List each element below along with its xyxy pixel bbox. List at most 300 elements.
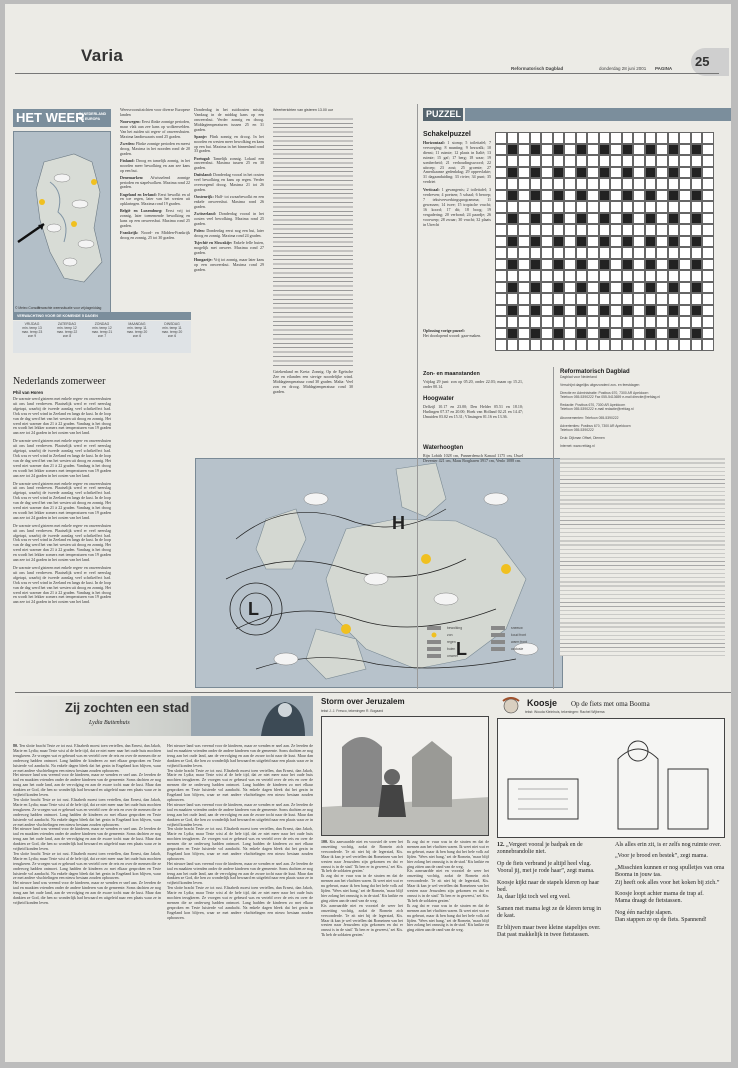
colophon-line: Abonnementen: Telefoon 055-5390222 — [560, 415, 619, 420]
crossword-cell[interactable] — [518, 305, 530, 317]
crossword-cell[interactable] — [564, 201, 576, 213]
crossword-cell[interactable] — [633, 259, 645, 271]
crossword-cell[interactable] — [564, 236, 576, 248]
crossword-cell[interactable] — [702, 282, 714, 294]
crossword-cell[interactable] — [553, 316, 565, 328]
crossword-cell[interactable] — [530, 132, 542, 144]
crossword-cell[interactable] — [633, 293, 645, 305]
crossword-cell[interactable] — [633, 178, 645, 190]
crossword-cell[interactable] — [633, 270, 645, 282]
crossword-cell[interactable] — [553, 339, 565, 351]
crossword-cell[interactable] — [507, 339, 519, 351]
crossword-cell[interactable] — [610, 144, 622, 156]
crossword-cell[interactable] — [518, 213, 530, 225]
crossword-cell[interactable] — [587, 190, 599, 202]
crossword-cell[interactable] — [587, 201, 599, 213]
crossword-cell[interactable] — [587, 305, 599, 317]
crossword-cell[interactable] — [610, 132, 622, 144]
crossword-cell[interactable] — [691, 247, 703, 259]
crossword-cell[interactable] — [541, 259, 553, 271]
crossword-cell[interactable] — [633, 328, 645, 340]
crossword-cell[interactable] — [587, 144, 599, 156]
crossword-cell[interactable] — [507, 155, 519, 167]
crossword-cell[interactable] — [691, 224, 703, 236]
crossword-cell[interactable] — [599, 132, 611, 144]
crossword-cell[interactable] — [587, 259, 599, 271]
crossword-cell[interactable] — [622, 155, 634, 167]
crossword-cell[interactable] — [553, 293, 565, 305]
crossword-cell[interactable] — [622, 316, 634, 328]
crossword-cell[interactable] — [541, 247, 553, 259]
crossword-cell[interactable] — [656, 190, 668, 202]
crossword-cell[interactable] — [668, 270, 680, 282]
crossword-cell[interactable] — [553, 270, 565, 282]
crossword-cell[interactable] — [518, 155, 530, 167]
crossword-cell[interactable] — [564, 293, 576, 305]
crossword-cell[interactable] — [576, 155, 588, 167]
crossword-cell[interactable] — [702, 270, 714, 282]
crossword-cell[interactable] — [633, 282, 645, 294]
colophon-line: Directie en Administratie: Postbus 670, 7300 AR Apeldoorn — [560, 391, 649, 396]
crossword-cell[interactable] — [610, 259, 622, 271]
crossword-cell[interactable] — [691, 155, 703, 167]
crossword-cell[interactable] — [702, 155, 714, 167]
colophon-line: Redactie: Postbus 670, 7300 AR Apeldoorn — [560, 403, 626, 408]
crossword-cell[interactable] — [587, 328, 599, 340]
crossword-cell — [553, 236, 565, 248]
crossword-cell[interactable] — [495, 328, 507, 340]
crossword-cell[interactable] — [622, 293, 634, 305]
crossword-cell — [507, 328, 519, 340]
crossword-cell[interactable] — [622, 247, 634, 259]
crossword-cell[interactable] — [518, 259, 530, 271]
crossword-cell[interactable] — [610, 247, 622, 259]
crossword-cell[interactable] — [495, 144, 507, 156]
crossword-cell[interactable] — [645, 293, 657, 305]
crossword-cell[interactable] — [633, 247, 645, 259]
crossword-cell[interactable] — [679, 144, 691, 156]
crossword-cell[interactable] — [668, 316, 680, 328]
crossword-cell[interactable] — [518, 190, 530, 202]
crossword-cell[interactable] — [633, 316, 645, 328]
crossword-cell[interactable] — [541, 339, 553, 351]
crossword-cell[interactable] — [564, 270, 576, 282]
crossword-cell[interactable] — [541, 236, 553, 248]
crossword-cell[interactable] — [564, 282, 576, 294]
crossword-cell[interactable] — [656, 305, 668, 317]
crossword-cell[interactable] — [679, 328, 691, 340]
crossword-cell[interactable] — [679, 339, 691, 351]
crossword-cell[interactable] — [495, 247, 507, 259]
crossword-cell[interactable] — [553, 178, 565, 190]
crossword-cell[interactable] — [610, 178, 622, 190]
crossword-cell[interactable] — [645, 247, 657, 259]
crossword-cell[interactable] — [541, 213, 553, 225]
crossword-cell[interactable] — [507, 247, 519, 259]
crossword-cell[interactable] — [645, 201, 657, 213]
crossword-cell[interactable] — [530, 201, 542, 213]
crossword-cell[interactable] — [610, 167, 622, 179]
crossword-cell[interactable] — [495, 178, 507, 190]
crossword-cell[interactable] — [576, 293, 588, 305]
crossword-cell[interactable] — [702, 328, 714, 340]
crossword-cell[interactable] — [518, 178, 530, 190]
crossword-cell[interactable] — [587, 339, 599, 351]
crossword-cell[interactable] — [702, 224, 714, 236]
crossword-cell[interactable] — [518, 282, 530, 294]
crossword-cell[interactable] — [610, 190, 622, 202]
crossword-cell[interactable] — [622, 132, 634, 144]
crossword-cell[interactable] — [656, 293, 668, 305]
crossword-cell[interactable] — [587, 167, 599, 179]
crossword-cell[interactable] — [530, 247, 542, 259]
crossword-cell[interactable] — [656, 247, 668, 259]
crossword-cell[interactable] — [679, 190, 691, 202]
crossword-cell[interactable] — [656, 201, 668, 213]
crossword-cell[interactable] — [679, 178, 691, 190]
crossword-cell[interactable] — [530, 224, 542, 236]
crossword-cell[interactable] — [702, 190, 714, 202]
crossword-cell[interactable] — [679, 132, 691, 144]
crossword-cell[interactable] — [599, 293, 611, 305]
crossword-cell[interactable] — [541, 316, 553, 328]
crossword-cell[interactable] — [656, 236, 668, 248]
crossword-cell[interactable] — [656, 155, 668, 167]
crossword-cell[interactable] — [702, 293, 714, 305]
crossword-cell[interactable] — [610, 270, 622, 282]
crossword-cell[interactable] — [668, 224, 680, 236]
crossword-cell[interactable] — [668, 155, 680, 167]
crossword-cell[interactable] — [576, 201, 588, 213]
crossword-cell[interactable] — [553, 224, 565, 236]
crossword-cell[interactable] — [656, 167, 668, 179]
crossword-cell[interactable] — [553, 201, 565, 213]
crossword-cell[interactable] — [691, 201, 703, 213]
crossword-cell[interactable] — [541, 305, 553, 317]
crossword-cell[interactable] — [564, 328, 576, 340]
crossword-cell[interactable] — [553, 132, 565, 144]
crossword-cell[interactable] — [633, 132, 645, 144]
crossword-cell[interactable] — [668, 247, 680, 259]
crossword-cell[interactable] — [587, 282, 599, 294]
crossword-cell[interactable] — [668, 201, 680, 213]
crossword-cell[interactable] — [564, 224, 576, 236]
crossword-cell[interactable] — [541, 328, 553, 340]
crossword-cell[interactable] — [679, 293, 691, 305]
crossword-cell[interactable] — [645, 316, 657, 328]
crossword-cell[interactable] — [507, 224, 519, 236]
crossword-cell — [668, 328, 680, 340]
crossword-cell[interactable] — [530, 339, 542, 351]
crossword-cell[interactable] — [610, 316, 622, 328]
crossword-cell[interactable] — [702, 178, 714, 190]
weather-title: HET WEER — [16, 110, 85, 125]
svg-text:H: H — [392, 513, 405, 533]
crossword-cell[interactable] — [656, 132, 668, 144]
crossword-cell[interactable] — [587, 247, 599, 259]
crossword-cell[interactable] — [679, 247, 691, 259]
crossword-cell[interactable] — [507, 316, 519, 328]
crossword-cell[interactable] — [599, 224, 611, 236]
crossword-cell[interactable] — [633, 155, 645, 167]
crossword-cell[interactable] — [507, 201, 519, 213]
crossword-cell[interactable] — [656, 282, 668, 294]
crossword-cell[interactable] — [530, 293, 542, 305]
crossword-cell[interactable] — [587, 178, 599, 190]
crossword-cell[interactable] — [622, 339, 634, 351]
page-number: 25 — [695, 54, 710, 69]
crossword-cell[interactable] — [518, 201, 530, 213]
crossword-cell[interactable] — [495, 316, 507, 328]
crossword-cell[interactable] — [495, 190, 507, 202]
crossword-cell[interactable] — [587, 224, 599, 236]
crossword-cell[interactable] — [656, 178, 668, 190]
crossword-cell[interactable] — [610, 305, 622, 317]
crossword-cell[interactable] — [518, 144, 530, 156]
crossword-cell[interactable] — [679, 201, 691, 213]
crossword-cell[interactable] — [518, 224, 530, 236]
crossword-cell[interactable] — [587, 293, 599, 305]
crossword-cell[interactable] — [702, 316, 714, 328]
crossword-cell[interactable] — [691, 132, 703, 144]
crossword-cell[interactable] — [691, 293, 703, 305]
crossword-cell[interactable] — [495, 339, 507, 351]
crossword-cell[interactable] — [495, 155, 507, 167]
crossword-cell[interactable] — [633, 144, 645, 156]
crossword-cell[interactable] — [576, 316, 588, 328]
crossword-cell — [530, 213, 542, 225]
crossword-cell[interactable] — [691, 270, 703, 282]
crossword-cell[interactable] — [633, 236, 645, 248]
crossword-cell[interactable] — [702, 144, 714, 156]
crossword-cell[interactable] — [599, 316, 611, 328]
crossword-cell[interactable] — [702, 247, 714, 259]
crossword-cell — [691, 213, 703, 225]
crossword-cell[interactable] — [610, 236, 622, 248]
crossword-cell[interactable] — [495, 167, 507, 179]
crossword-cell[interactable] — [576, 339, 588, 351]
crossword-cell[interactable] — [702, 167, 714, 179]
crossword-cell[interactable] — [541, 144, 553, 156]
crossword-cell[interactable] — [645, 132, 657, 144]
crossword-cell[interactable] — [599, 339, 611, 351]
crossword-cell[interactable] — [645, 339, 657, 351]
crossword-cell[interactable] — [587, 270, 599, 282]
crossword-cell[interactable] — [702, 132, 714, 144]
crossword-cell[interactable] — [702, 213, 714, 225]
crossword-cell[interactable] — [495, 213, 507, 225]
crossword-cell — [530, 236, 542, 248]
crossword-cell[interactable] — [541, 178, 553, 190]
crossword-cell[interactable] — [679, 236, 691, 248]
crossword-cell[interactable] — [507, 270, 519, 282]
crossword-cell[interactable] — [622, 270, 634, 282]
crossword-cell[interactable] — [668, 293, 680, 305]
crossword-cell[interactable] — [507, 132, 519, 144]
crossword-cell[interactable] — [518, 328, 530, 340]
crossword-cell[interactable] — [518, 293, 530, 305]
crossword-cell[interactable] — [518, 236, 530, 248]
crossword-cell[interactable] — [599, 270, 611, 282]
crossword-cell[interactable] — [599, 178, 611, 190]
crossword-cell[interactable] — [610, 224, 622, 236]
crossword-cell — [645, 190, 657, 202]
crossword-cell[interactable] — [507, 293, 519, 305]
crossword-cell[interactable] — [679, 155, 691, 167]
crossword-cell[interactable] — [587, 213, 599, 225]
crossword-cell[interactable] — [633, 305, 645, 317]
crossword-cell[interactable] — [622, 201, 634, 213]
crossword-cell[interactable] — [564, 155, 576, 167]
crossword-cell[interactable] — [564, 132, 576, 144]
crossword-cell[interactable] — [576, 270, 588, 282]
crossword-cell[interactable] — [633, 339, 645, 351]
crossword-cell[interactable] — [587, 236, 599, 248]
crossword-grid[interactable] — [495, 132, 725, 360]
crossword-cell[interactable] — [495, 132, 507, 144]
crossword-cell[interactable] — [610, 328, 622, 340]
crossword-cell — [507, 213, 519, 225]
crossword-cell[interactable] — [541, 224, 553, 236]
crossword-cell[interactable] — [564, 259, 576, 271]
crossword-cell[interactable] — [691, 178, 703, 190]
crossword-cell[interactable] — [541, 132, 553, 144]
crossword-cell[interactable] — [668, 132, 680, 144]
crossword-cell[interactable] — [668, 339, 680, 351]
crossword-cell[interactable] — [702, 201, 714, 213]
crossword-cell[interactable] — [656, 144, 668, 156]
crossword-cell[interactable] — [702, 339, 714, 351]
crossword-cell[interactable] — [679, 167, 691, 179]
crossword-cell[interactable] — [633, 190, 645, 202]
crossword-cell[interactable] — [691, 316, 703, 328]
crossword-cell[interactable] — [576, 132, 588, 144]
crossword-cell[interactable] — [541, 201, 553, 213]
crossword-cell[interactable] — [622, 224, 634, 236]
crossword-cell[interactable] — [610, 201, 622, 213]
crossword-cell[interactable] — [645, 270, 657, 282]
crossword-cell[interactable] — [702, 236, 714, 248]
crossword-cell[interactable] — [633, 167, 645, 179]
crossword-cell[interactable] — [679, 282, 691, 294]
crossword-cell[interactable] — [645, 224, 657, 236]
crossword-cell[interactable] — [633, 213, 645, 225]
crossword-cell[interactable] — [564, 190, 576, 202]
crossword-cell — [599, 190, 611, 202]
crossword-cell[interactable] — [587, 316, 599, 328]
crossword-cell[interactable] — [633, 201, 645, 213]
crossword-cell[interactable] — [541, 270, 553, 282]
crossword-cell[interactable] — [656, 259, 668, 271]
crossword-cell[interactable] — [518, 132, 530, 144]
crossword-cell[interactable] — [518, 270, 530, 282]
crossword-cell[interactable] — [495, 270, 507, 282]
crossword-cell[interactable] — [541, 282, 553, 294]
crossword-cell[interactable] — [495, 305, 507, 317]
crossword-cell[interactable] — [541, 155, 553, 167]
crossword-cell[interactable] — [599, 247, 611, 259]
crossword-cell[interactable] — [564, 213, 576, 225]
crossword-cell[interactable] — [495, 282, 507, 294]
crossword-cell[interactable] — [679, 316, 691, 328]
crossword-cell[interactable] — [564, 305, 576, 317]
crossword-cell[interactable] — [679, 270, 691, 282]
crossword-cell[interactable] — [679, 224, 691, 236]
crossword-cell[interactable] — [541, 167, 553, 179]
crossword-cell — [622, 144, 634, 156]
crossword-cell[interactable] — [495, 236, 507, 248]
crossword-cell[interactable] — [656, 339, 668, 351]
crossword-cell[interactable] — [656, 328, 668, 340]
crossword-cell[interactable] — [679, 259, 691, 271]
crossword-cell[interactable] — [564, 167, 576, 179]
crossword-cell[interactable] — [668, 178, 680, 190]
crossword-cell[interactable] — [610, 213, 622, 225]
crossword-cell[interactable] — [610, 282, 622, 294]
crossword-cell[interactable] — [599, 155, 611, 167]
crossword-cell[interactable] — [564, 316, 576, 328]
crossword-cell[interactable] — [679, 305, 691, 317]
crossword-cell[interactable] — [564, 144, 576, 156]
crossword-cell[interactable] — [553, 155, 565, 167]
crossword-cell[interactable] — [518, 339, 530, 351]
crossword-cell[interactable] — [633, 224, 645, 236]
crossword-cell[interactable] — [564, 339, 576, 351]
crossword-cell[interactable] — [530, 316, 542, 328]
crossword-cell[interactable] — [645, 178, 657, 190]
crossword-cell[interactable] — [507, 178, 519, 190]
crossword-cell[interactable] — [564, 178, 576, 190]
crossword-cell[interactable] — [656, 213, 668, 225]
crossword-cell[interactable] — [610, 155, 622, 167]
crossword-cell — [599, 144, 611, 156]
crossword-cell[interactable] — [518, 316, 530, 328]
crossword-cell[interactable] — [576, 247, 588, 259]
crossword-cell[interactable] — [495, 293, 507, 305]
crossword-cell[interactable] — [656, 224, 668, 236]
crossword-cell[interactable] — [564, 247, 576, 259]
crossword-cell[interactable] — [495, 201, 507, 213]
crossword-cell[interactable] — [691, 339, 703, 351]
crossword-cell[interactable] — [518, 247, 530, 259]
crossword-cell[interactable] — [495, 224, 507, 236]
crossword-cell[interactable] — [645, 155, 657, 167]
crossword-cell[interactable] — [576, 178, 588, 190]
crossword-cell[interactable] — [495, 259, 507, 271]
crossword-cell[interactable] — [518, 167, 530, 179]
crossword-cell[interactable] — [656, 316, 668, 328]
crossword-cell[interactable] — [587, 132, 599, 144]
crossword-cell[interactable] — [587, 155, 599, 167]
crossword-cell[interactable] — [541, 190, 553, 202]
crossword-cell[interactable] — [610, 293, 622, 305]
crossword-cell[interactable] — [702, 259, 714, 271]
crossword-cell[interactable] — [599, 201, 611, 213]
crossword-cell[interactable] — [530, 178, 542, 190]
crossword-cell[interactable] — [530, 270, 542, 282]
crossword-cell[interactable] — [530, 155, 542, 167]
crossword-cell[interactable] — [553, 247, 565, 259]
crossword-cell — [599, 167, 611, 179]
crossword-cell[interactable] — [622, 178, 634, 190]
legend-item: onweer — [447, 654, 459, 658]
crossword-cell[interactable] — [679, 213, 691, 225]
crossword-cell[interactable] — [576, 224, 588, 236]
crossword-cell[interactable] — [610, 339, 622, 351]
crossword-cell[interactable] — [656, 270, 668, 282]
crossword-cell[interactable] — [541, 293, 553, 305]
crossword-cell[interactable] — [702, 305, 714, 317]
